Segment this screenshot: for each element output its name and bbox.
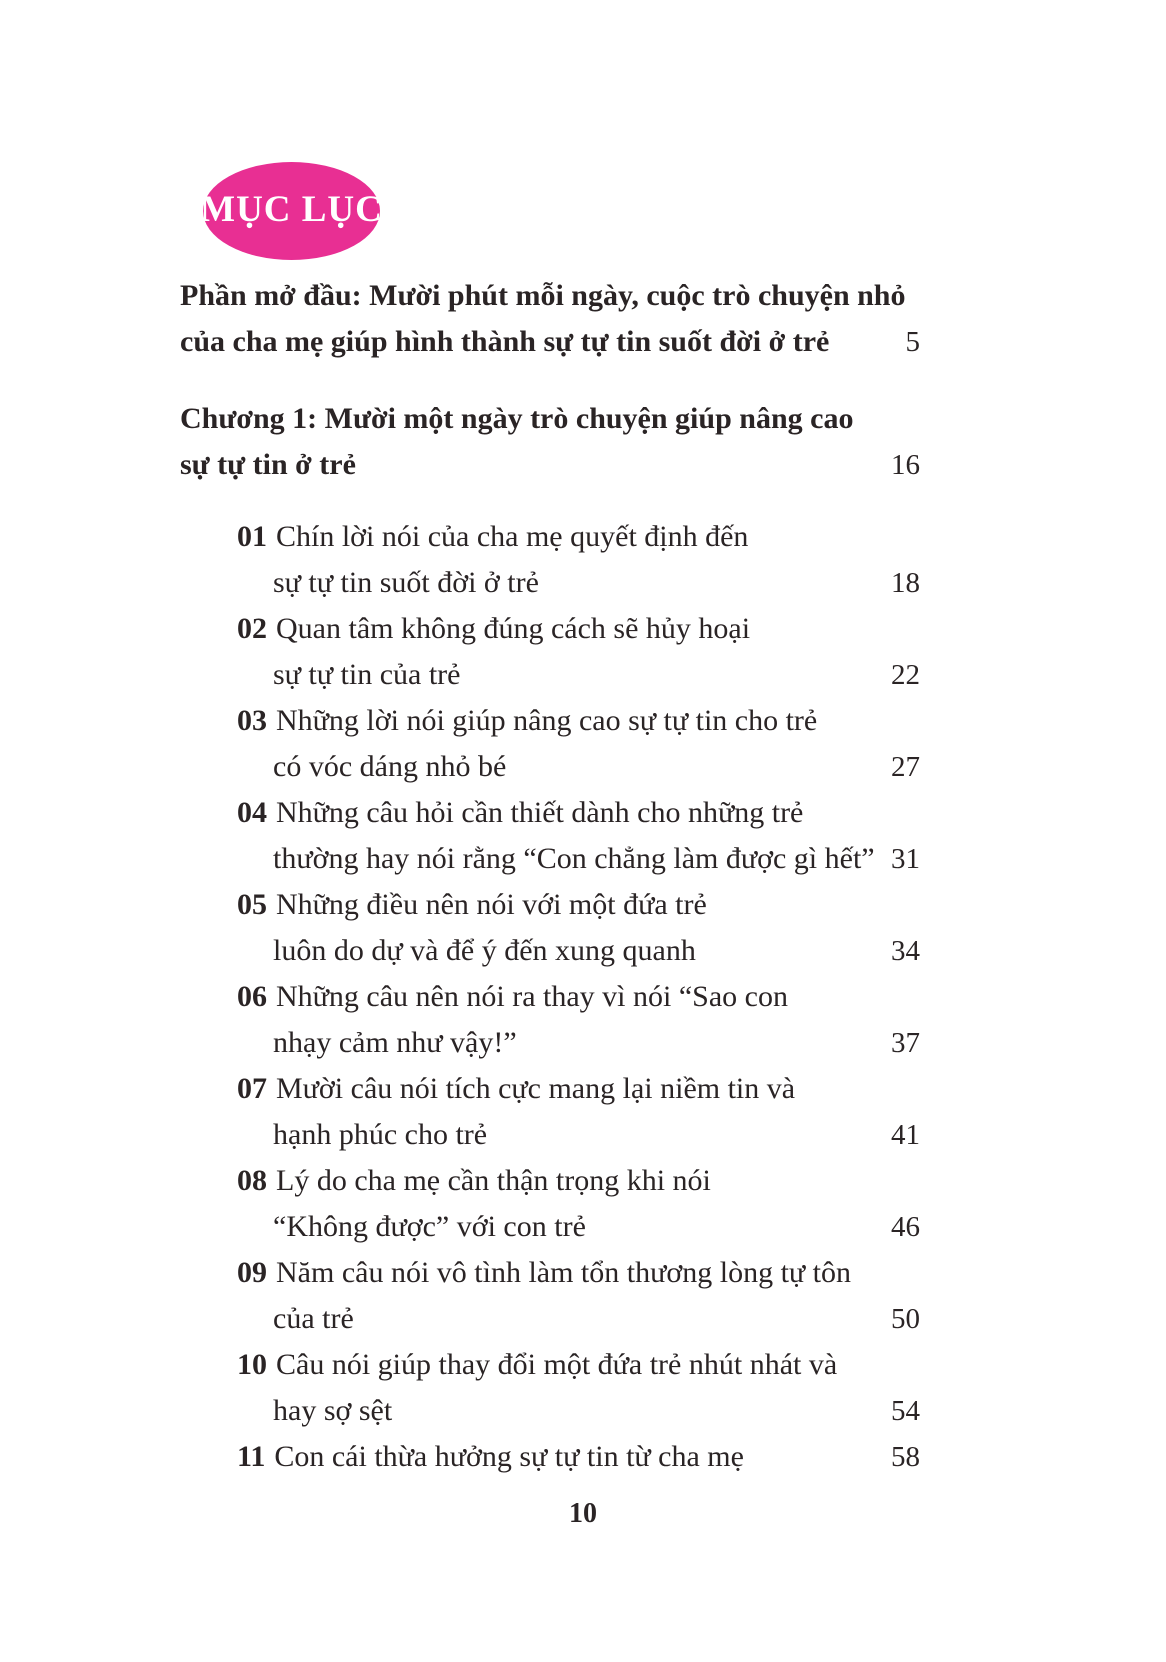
toc-entry-03	[237, 698, 920, 790]
entry-title-line2: luôn do dự và để ý đến xung quanh	[273, 934, 696, 967]
entry-page-number: 18	[891, 567, 920, 599]
entry-page-number: 37	[891, 1027, 920, 1059]
entry-line2	[237, 652, 920, 698]
entry-number: 08	[237, 1164, 267, 1197]
entry-number: 03	[237, 704, 267, 737]
chapter-heading	[180, 396, 920, 488]
chapter-entries-list	[180, 514, 920, 1480]
entry-number: 07	[237, 1072, 267, 1105]
entry-line2	[237, 1020, 920, 1066]
entry-line1	[237, 974, 920, 1020]
entry-title-line1: Quan tâm không đúng cách sẽ hủy hoại	[276, 612, 751, 645]
intro-heading-line2: của cha mẹ giúp hình thành sự tự tin suốt đời ở trẻ	[180, 325, 830, 358]
entry-number: 09	[237, 1256, 267, 1289]
entry-line2	[237, 560, 920, 606]
entry-line1	[237, 790, 920, 836]
entry-page-number: 22	[891, 659, 920, 691]
entry-title-line1: Những điều nên nói với một đứa trẻ	[276, 888, 707, 921]
entry-line1	[237, 514, 920, 560]
entry-title-line1: Những câu nên nói ra thay vì nói “Sao con	[276, 980, 788, 1013]
entry-line2	[237, 744, 920, 790]
toc-entry-07	[237, 1066, 920, 1158]
entry-number: 05	[237, 888, 267, 921]
toc-badge-label: MỤC LỤC	[200, 189, 383, 230]
entry-title-line2: của trẻ	[273, 1302, 354, 1335]
entry-number: 11	[237, 1440, 266, 1473]
toc-entry-02	[237, 606, 920, 698]
entry-title-line1: Con cái thừa hưởng sự tự tin từ cha mẹ	[274, 1440, 744, 1473]
toc-entry-04	[237, 790, 920, 882]
entry-page-number: 31	[891, 843, 920, 875]
page-footer	[0, 1498, 1166, 1530]
chapter-heading-line1-row	[180, 396, 920, 442]
intro-heading-line1: Phần mở đầu: Mười phút mỗi ngày, cuộc trò chuyện nhỏ	[180, 279, 906, 312]
entry-title-line1: Chín lời nói của cha mẹ quyết định đến	[276, 520, 749, 553]
entry-line2	[237, 928, 920, 974]
toc-entry-01	[237, 514, 920, 606]
entry-title-line1: Những câu hỏi cần thiết dành cho những trẻ	[276, 796, 804, 829]
entry-page-number: 58	[891, 1441, 920, 1473]
entry-number: 02	[237, 612, 267, 645]
entry-title-line1: Lý do cha mẹ cần thận trọng khi nói	[276, 1164, 711, 1197]
entry-number: 04	[237, 796, 267, 829]
footer-page-number: 10	[569, 1498, 597, 1529]
entry-title-line2: có vóc dáng nhỏ bé	[273, 750, 507, 783]
entry-line1	[237, 1342, 920, 1388]
entry-line1	[237, 1066, 920, 1112]
toc-entry-09	[237, 1250, 920, 1342]
entry-page-number: 50	[891, 1303, 920, 1335]
entry-line1	[237, 1158, 920, 1204]
entry-line1	[237, 698, 920, 744]
entry-line1	[237, 606, 920, 652]
entry-page-number: 46	[891, 1211, 920, 1243]
chapter-heading-line1: Chương 1: Mười một ngày trò chuyện giúp nâng cao	[180, 402, 854, 435]
chapter-page-number: 16	[891, 449, 920, 481]
entry-title-line2: sự tự tin của trẻ	[273, 658, 461, 691]
entry-line2	[237, 1204, 920, 1250]
entry-title-line2: sự tự tin suốt đời ở trẻ	[273, 566, 539, 599]
entry-line1	[237, 882, 920, 928]
entry-title-line1: Những lời nói giúp nâng cao sự tự tin cho trẻ	[276, 704, 818, 737]
entry-title-line2: hay sợ sệt	[273, 1394, 393, 1427]
intro-heading-line2-row	[180, 319, 920, 365]
toc-entry-10	[237, 1342, 920, 1434]
entry-number: 01	[237, 520, 267, 553]
entry-page-number: 34	[891, 935, 920, 967]
entry-title-line2: “Không được” với con trẻ	[273, 1210, 586, 1243]
entry-line2	[237, 1296, 920, 1342]
entry-title-line1: Năm câu nói vô tình làm tổn thương lòng tự tôn	[276, 1256, 851, 1289]
intro-heading-line1-row	[180, 273, 920, 319]
entry-line1	[237, 1434, 920, 1480]
chapter-heading-line2-row	[180, 442, 920, 488]
entry-line2	[237, 836, 920, 882]
entry-number: 06	[237, 980, 267, 1013]
toc-entry-08	[237, 1158, 920, 1250]
entry-number: 10	[237, 1348, 267, 1381]
entry-title-line1: Mười câu nói tích cực mang lại niềm tin và	[276, 1072, 796, 1105]
entry-title-line2: nhạy cảm như vậy!”	[273, 1026, 517, 1059]
intro-page-number: 5	[905, 326, 920, 358]
toc-badge	[200, 162, 383, 260]
entry-line2	[237, 1112, 920, 1158]
toc-entry-11	[237, 1434, 920, 1480]
entry-page-number: 54	[891, 1395, 920, 1427]
entry-title-line2: thường hay nói rằng “Con chẳng làm được gì hết”	[273, 842, 875, 875]
entry-page-number: 41	[891, 1119, 920, 1151]
chapter-heading-line2: sự tự tin ở trẻ	[180, 448, 356, 481]
entry-title-line1: Câu nói giúp thay đổi một đứa trẻ nhút nhát và	[276, 1348, 838, 1381]
toc-entry-06	[237, 974, 920, 1066]
toc-entry-05	[237, 882, 920, 974]
entry-title-line2: hạnh phúc cho trẻ	[273, 1118, 488, 1151]
intro-heading	[180, 273, 920, 365]
entry-page-number: 27	[891, 751, 920, 783]
entry-line2	[237, 1388, 920, 1434]
entry-line1	[237, 1250, 920, 1296]
